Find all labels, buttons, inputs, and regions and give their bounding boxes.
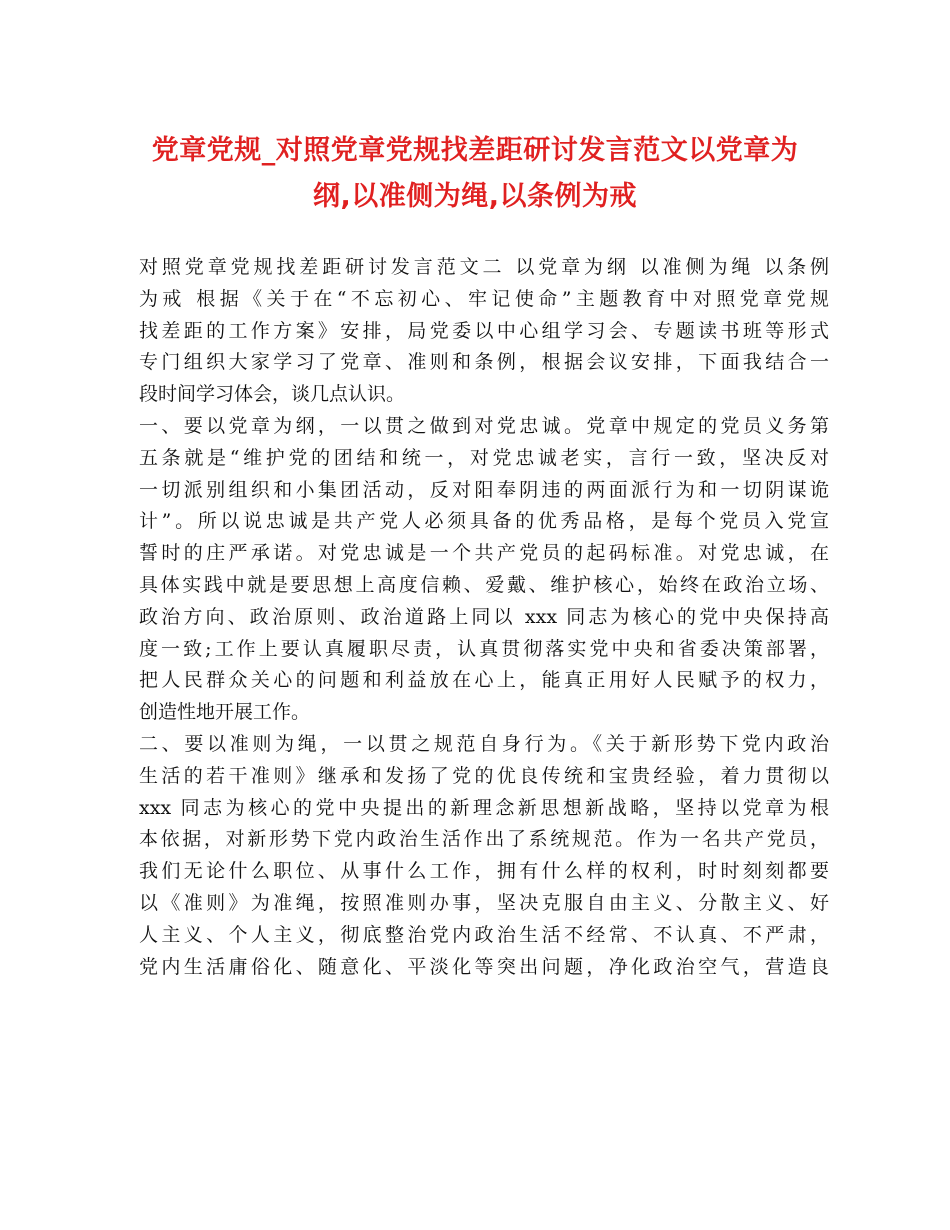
body-line: 一、要以党章为纲，一以贯之做到对党忠诚。党章中规定的党员义务第 [139, 414, 829, 437]
body-line: 誓时的庄严承诺。对党忠诚是一个共产党员的起码标准。对党忠诚，在 [139, 542, 829, 565]
body-line: 计”。所以说忠诚是共产党人必须具备的优秀品格，是每个党员入党宣 [139, 510, 829, 533]
body-line: 创造性地开展工作。 [139, 701, 311, 724]
document-body [139, 252, 829, 983]
body-line: 以《准则》为准绳，按照准则办事，坚决克服自由主义、分散主义、好 [139, 891, 829, 914]
body-line: 具体实践中就是要思想上高度信赖、爱戴、维护核心，始终在政治立场、 [139, 573, 829, 596]
title-line-1: 党章党规_对照党章党规找差距研讨发言范文以党章为 [151, 135, 799, 166]
document-title [120, 128, 830, 220]
body-line: 对照党章党规找差距研讨发言范文二 以党章为纲 以准侧为绳 以条例 [139, 256, 829, 278]
body-line: 把人民群众关心的问题和利益放在心上，能真正用好人民赋予的权力， [139, 669, 829, 692]
body-line: 党内生活庸俗化、随意化、平淡化等突出问题，净化政治空气，营造良 [139, 955, 829, 978]
body-line: xxx 同志为核心的党中央提出的新理念新思想新战略，坚持以党章为根 [139, 796, 829, 819]
body-line: 找差距的工作方案》安排，局党委以中心组学习会、专题读书班等形式 [139, 319, 829, 342]
body-line: 专门组织大家学习了党章、准则和条例，根据会议安排，下面我结合一 [139, 351, 829, 374]
title-line-2: 纲,以准侧为绳,以条例为戒 [312, 181, 637, 212]
body-line: 度一致;工作上要认真履职尽责，认真贯彻落实党中央和省委决策部署， [139, 637, 829, 660]
body-line: 段时间学习体会，谈几点认识。 [139, 383, 406, 406]
body-line: 政治方向、政治原则、政治道路上同以 xxx 同志为核心的党中央保持高 [139, 605, 829, 628]
body-line: 生活的若干准则》继承和发扬了党的优良传统和宝贵经验，着力贯彻以 [139, 764, 829, 787]
body-line: 本依据，对新形势下党内政治生活作出了系统规范。作为一名共产党员， [139, 828, 829, 851]
body-line: 五条就是“维护党的团结和统一，对党忠诚老实，言行一致，坚决反对 [139, 446, 829, 469]
body-line: 人主义、个人主义，彻底整治党内政治生活不经常、不认真、不严肃， [139, 923, 829, 946]
body-line: 一切派别组织和小集团活动，反对阳奉阴违的两面派行为和一切阴谋诡 [139, 478, 829, 501]
body-line: 为戒 根据《关于在“不忘初心、牢记使命”主题教育中对照党章党规 [139, 287, 829, 310]
body-line: 我们无论什么职位、从事什么工作，拥有什么样的权利，时时刻刻都要 [139, 860, 829, 883]
body-line: 二、要以准则为绳，一以贯之规范自身行为。《关于新形势下党内政治 [139, 732, 829, 755]
